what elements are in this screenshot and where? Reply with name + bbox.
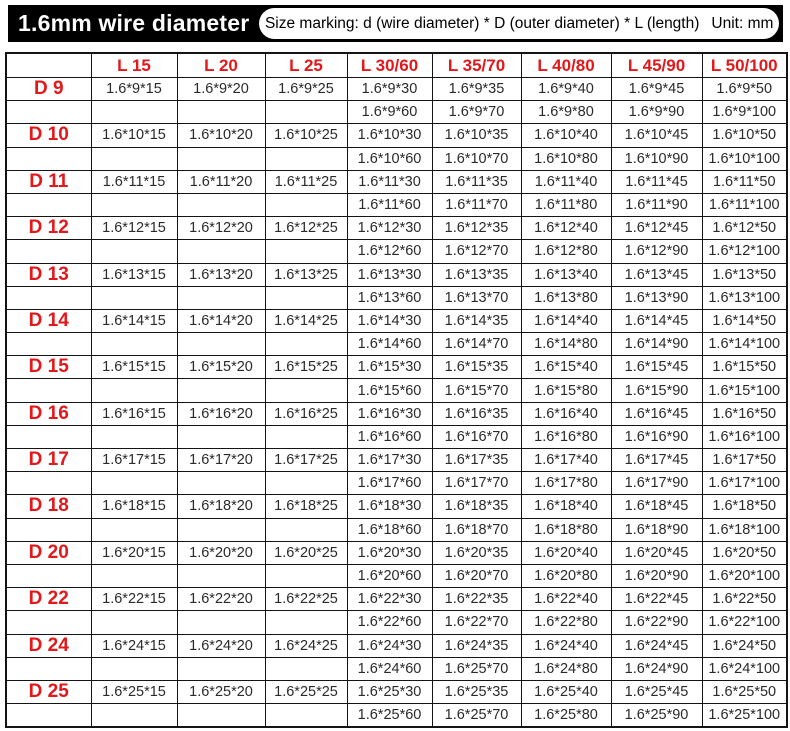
size-cell: 1.6*18*60: [347, 518, 432, 541]
size-cell: 1.6*15*40: [521, 356, 611, 379]
row-label: D 24: [6, 634, 91, 657]
size-cell: [177, 286, 265, 309]
size-cell: 1.6*17*40: [521, 449, 611, 472]
size-cell: 1.6*11*45: [611, 170, 702, 193]
size-cell: 1.6*24*90: [611, 657, 702, 680]
size-cell: 1.6*14*80: [521, 333, 611, 356]
size-cell: 1.6*17*15: [91, 449, 177, 472]
table-row: [6, 449, 787, 472]
column-header: L 35/70: [432, 53, 521, 78]
size-cell: [177, 101, 265, 124]
size-cell: [177, 147, 265, 170]
size-cell: 1.6*24*40: [521, 634, 611, 657]
size-cell: [265, 286, 347, 309]
row-label: [6, 472, 91, 495]
size-cell: 1.6*16*35: [432, 402, 521, 425]
size-cell: 1.6*11*30: [347, 170, 432, 193]
size-cell: 1.6*15*20: [177, 356, 265, 379]
size-cell: 1.6*20*25: [265, 541, 347, 564]
row-label: D 22: [6, 588, 91, 611]
size-cell: 1.6*24*15: [91, 634, 177, 657]
size-cell: [91, 472, 177, 495]
size-cell: [91, 564, 177, 587]
size-cell: 1.6*10*70: [432, 147, 521, 170]
table-row: [6, 564, 787, 587]
size-cell: 1.6*14*25: [265, 309, 347, 332]
column-header: L 25: [265, 53, 347, 78]
size-cell: 1.6*17*30: [347, 449, 432, 472]
column-header: L 20: [177, 53, 265, 78]
size-cell: [265, 101, 347, 124]
size-cell: 1.6*17*20: [177, 449, 265, 472]
size-cell: [265, 147, 347, 170]
row-label: D 20: [6, 541, 91, 564]
size-cell: 1.6*22*20: [177, 588, 265, 611]
size-cell: 1.6*11*70: [432, 193, 521, 216]
size-cell: 1.6*10*100: [702, 147, 787, 170]
table-row: [6, 124, 787, 147]
size-cell: [91, 657, 177, 680]
size-cell: 1.6*12*50: [702, 217, 787, 240]
size-cell: 1.6*11*80: [521, 193, 611, 216]
size-cell: 1.6*16*50: [702, 402, 787, 425]
size-cell: 1.6*20*35: [432, 541, 521, 564]
table-row: [6, 170, 787, 193]
size-cell: 1.6*17*50: [702, 449, 787, 472]
size-cell: 1.6*16*80: [521, 425, 611, 448]
size-cell: 1.6*20*60: [347, 564, 432, 587]
table-row: [6, 333, 787, 356]
size-cell: 1.6*25*25: [265, 680, 347, 703]
size-cell: 1.6*10*15: [91, 124, 177, 147]
size-cell: 1.6*20*100: [702, 564, 787, 587]
table-row: [6, 263, 787, 286]
size-cell: 1.6*11*40: [521, 170, 611, 193]
size-cell: 1.6*10*50: [702, 124, 787, 147]
size-cell: 1.6*14*100: [702, 333, 787, 356]
size-cell: 1.6*24*20: [177, 634, 265, 657]
size-cell: 1.6*9*25: [265, 78, 347, 101]
size-cell: 1.6*17*100: [702, 472, 787, 495]
size-cell: 1.6*16*45: [611, 402, 702, 425]
row-label: D 16: [6, 402, 91, 425]
size-cell: 1.6*9*35: [432, 78, 521, 101]
table-row: [6, 611, 787, 634]
row-label: [6, 193, 91, 216]
table-row: [6, 379, 787, 402]
size-cell: 1.6*10*35: [432, 124, 521, 147]
size-cell: [265, 240, 347, 263]
size-cell: 1.6*14*60: [347, 333, 432, 356]
size-cell: 1.6*9*50: [702, 78, 787, 101]
size-cell: 1.6*25*30: [347, 680, 432, 703]
row-label: [6, 147, 91, 170]
size-cell: 1.6*24*60: [347, 657, 432, 680]
size-cell: 1.6*13*20: [177, 263, 265, 286]
size-cell: [91, 379, 177, 402]
size-cell: [91, 286, 177, 309]
size-cell: 1.6*13*90: [611, 286, 702, 309]
column-header: L 15: [91, 53, 177, 78]
size-cell: 1.6*14*20: [177, 309, 265, 332]
row-label: [6, 611, 91, 634]
size-cell: [177, 333, 265, 356]
size-cell: 1.6*16*40: [521, 402, 611, 425]
size-cell: 1.6*20*70: [432, 564, 521, 587]
title-bar: [8, 5, 783, 42]
size-cell: 1.6*12*15: [91, 217, 177, 240]
size-cell: 1.6*25*40: [521, 680, 611, 703]
size-cell: 1.6*18*100: [702, 518, 787, 541]
size-cell: 1.6*20*45: [611, 541, 702, 564]
page-title: 1.6mm wire diameter: [18, 10, 250, 36]
size-cell: 1.6*20*50: [702, 541, 787, 564]
size-cell: 1.6*15*35: [432, 356, 521, 379]
table-row: [6, 78, 787, 101]
unit-text: Unit: mm: [711, 14, 774, 32]
table-row: [6, 309, 787, 332]
size-cell: 1.6*20*90: [611, 564, 702, 587]
table-row: [6, 541, 787, 564]
size-cell: [91, 611, 177, 634]
size-cell: 1.6*9*20: [177, 78, 265, 101]
size-cell: 1.6*13*60: [347, 286, 432, 309]
size-cell: 1.6*15*25: [265, 356, 347, 379]
corner-cell: [6, 53, 91, 78]
size-cell: 1.6*25*70: [432, 657, 521, 680]
size-cell: 1.6*10*90: [611, 147, 702, 170]
size-cell: 1.6*20*80: [521, 564, 611, 587]
size-cell: 1.6*16*90: [611, 425, 702, 448]
size-cell: 1.6*10*60: [347, 147, 432, 170]
size-cell: 1.6*15*45: [611, 356, 702, 379]
size-cell: 1.6*15*15: [91, 356, 177, 379]
size-cell: [265, 704, 347, 728]
size-cell: 1.6*9*30: [347, 78, 432, 101]
table-row: [6, 495, 787, 518]
size-cell: 1.6*18*30: [347, 495, 432, 518]
table-row: [6, 147, 787, 170]
size-cell: 1.6*13*80: [521, 286, 611, 309]
size-cell: 1.6*25*80: [521, 704, 611, 728]
size-cell: 1.6*15*50: [702, 356, 787, 379]
size-cell: 1.6*13*30: [347, 263, 432, 286]
row-label: D 10: [6, 124, 91, 147]
table-row: [6, 634, 787, 657]
table-row: [6, 425, 787, 448]
size-cell: 1.6*22*60: [347, 611, 432, 634]
row-label: D 13: [6, 263, 91, 286]
column-header: L 30/60: [347, 53, 432, 78]
size-cell: 1.6*22*35: [432, 588, 521, 611]
size-cell: 1.6*20*40: [521, 541, 611, 564]
size-cell: 1.6*25*50: [702, 680, 787, 703]
size-cell: 1.6*12*35: [432, 217, 521, 240]
size-cell: 1.6*22*45: [611, 588, 702, 611]
size-cell: 1.6*16*25: [265, 402, 347, 425]
size-cell: 1.6*16*15: [91, 402, 177, 425]
size-cell: 1.6*15*70: [432, 379, 521, 402]
size-cell: 1.6*13*45: [611, 263, 702, 286]
row-label: D 9: [6, 78, 91, 101]
size-cell: 1.6*11*35: [432, 170, 521, 193]
size-cell: 1.6*24*45: [611, 634, 702, 657]
size-cell: 1.6*24*25: [265, 634, 347, 657]
size-cell: 1.6*9*100: [702, 101, 787, 124]
size-cell: 1.6*10*40: [521, 124, 611, 147]
header-row: [6, 53, 787, 78]
size-marking-pill: [259, 8, 779, 39]
size-cell: [265, 657, 347, 680]
size-cell: 1.6*24*30: [347, 634, 432, 657]
size-cell: 1.6*16*70: [432, 425, 521, 448]
row-label: [6, 379, 91, 402]
size-cell: 1.6*11*90: [611, 193, 702, 216]
size-cell: 1.6*16*20: [177, 402, 265, 425]
size-cell: 1.6*17*35: [432, 449, 521, 472]
size-cell: 1.6*15*90: [611, 379, 702, 402]
size-cell: 1.6*17*60: [347, 472, 432, 495]
size-cell: 1.6*12*25: [265, 217, 347, 240]
row-label: [6, 518, 91, 541]
size-cell: 1.6*14*30: [347, 309, 432, 332]
size-cell: 1.6*17*25: [265, 449, 347, 472]
size-cell: [265, 518, 347, 541]
size-cell: [91, 518, 177, 541]
size-cell: 1.6*12*40: [521, 217, 611, 240]
size-cell: [265, 193, 347, 216]
size-cell: 1.6*25*60: [347, 704, 432, 728]
size-cell: 1.6*15*100: [702, 379, 787, 402]
size-cell: 1.6*9*90: [611, 101, 702, 124]
size-cell: 1.6*18*15: [91, 495, 177, 518]
size-cell: [265, 333, 347, 356]
size-cell: 1.6*15*60: [347, 379, 432, 402]
column-header: L 45/90: [611, 53, 702, 78]
size-cell: 1.6*9*45: [611, 78, 702, 101]
size-cell: [265, 472, 347, 495]
table-row: [6, 704, 787, 728]
size-cell: 1.6*10*25: [265, 124, 347, 147]
size-cell: 1.6*18*90: [611, 518, 702, 541]
size-cell: 1.6*11*20: [177, 170, 265, 193]
row-label: D 25: [6, 680, 91, 703]
size-cell: 1.6*22*70: [432, 611, 521, 634]
table-row: [6, 286, 787, 309]
column-header: L 50/100: [702, 53, 787, 78]
row-label: D 12: [6, 217, 91, 240]
size-cell: 1.6*18*35: [432, 495, 521, 518]
size-cell: 1.6*14*40: [521, 309, 611, 332]
size-cell: 1.6*12*30: [347, 217, 432, 240]
size-cell: 1.6*18*80: [521, 518, 611, 541]
size-cell: 1.6*11*15: [91, 170, 177, 193]
size-cell: 1.6*20*20: [177, 541, 265, 564]
size-cell: 1.6*11*100: [702, 193, 787, 216]
size-cell: [91, 101, 177, 124]
size-cell: 1.6*18*25: [265, 495, 347, 518]
size-cell: 1.6*17*70: [432, 472, 521, 495]
size-cell: [265, 425, 347, 448]
table-row: [6, 217, 787, 240]
size-cell: [91, 704, 177, 728]
size-cell: 1.6*10*20: [177, 124, 265, 147]
table-row: [6, 402, 787, 425]
size-cell: 1.6*25*20: [177, 680, 265, 703]
size-cell: 1.6*14*50: [702, 309, 787, 332]
row-label: [6, 101, 91, 124]
size-cell: 1.6*10*30: [347, 124, 432, 147]
size-cell: [177, 379, 265, 402]
size-cell: 1.6*12*90: [611, 240, 702, 263]
table-row: [6, 657, 787, 680]
size-cell: 1.6*15*30: [347, 356, 432, 379]
size-cell: 1.6*12*80: [521, 240, 611, 263]
table-row: [6, 240, 787, 263]
size-cell: [177, 704, 265, 728]
size-cell: 1.6*18*20: [177, 495, 265, 518]
row-label: [6, 286, 91, 309]
size-cell: 1.6*14*35: [432, 309, 521, 332]
size-cell: 1.6*18*40: [521, 495, 611, 518]
size-cell: 1.6*15*80: [521, 379, 611, 402]
size-cell: 1.6*25*35: [432, 680, 521, 703]
size-cell: 1.6*22*100: [702, 611, 787, 634]
size-cell: [91, 147, 177, 170]
table-body: [6, 78, 787, 728]
size-marking-text: Size marking: d (wire diameter) * D (outer diameter) * L (length): [264, 14, 700, 32]
size-cell: 1.6*13*50: [702, 263, 787, 286]
size-cell: 1.6*18*50: [702, 495, 787, 518]
size-cell: [91, 240, 177, 263]
size-cell: 1.6*17*80: [521, 472, 611, 495]
size-cell: 1.6*17*45: [611, 449, 702, 472]
size-cell: 1.6*14*45: [611, 309, 702, 332]
size-cell: 1.6*22*80: [521, 611, 611, 634]
size-cell: 1.6*9*80: [521, 101, 611, 124]
size-cell: [177, 425, 265, 448]
size-cell: 1.6*10*45: [611, 124, 702, 147]
table-row: [6, 588, 787, 611]
size-cell: [265, 564, 347, 587]
row-label: D 11: [6, 170, 91, 193]
size-cell: 1.6*13*15: [91, 263, 177, 286]
size-cell: 1.6*14*15: [91, 309, 177, 332]
size-cell: 1.6*24*80: [521, 657, 611, 680]
size-cell: 1.6*25*90: [611, 704, 702, 728]
size-cell: 1.6*25*15: [91, 680, 177, 703]
size-cell: 1.6*25*70: [432, 704, 521, 728]
size-cell: [91, 333, 177, 356]
table-row: [6, 518, 787, 541]
size-cell: 1.6*13*70: [432, 286, 521, 309]
size-cell: 1.6*11*50: [702, 170, 787, 193]
size-cell: 1.6*13*100: [702, 286, 787, 309]
size-cell: 1.6*18*45: [611, 495, 702, 518]
size-cell: 1.6*16*60: [347, 425, 432, 448]
size-cell: 1.6*24*35: [432, 634, 521, 657]
size-cell: 1.6*9*70: [432, 101, 521, 124]
size-cell: 1.6*9*15: [91, 78, 177, 101]
size-cell: 1.6*22*15: [91, 588, 177, 611]
size-cell: [177, 611, 265, 634]
size-cell: 1.6*13*35: [432, 263, 521, 286]
size-cell: 1.6*12*45: [611, 217, 702, 240]
size-cell: 1.6*22*30: [347, 588, 432, 611]
size-cell: 1.6*18*70: [432, 518, 521, 541]
table-row: [6, 193, 787, 216]
size-cell: 1.6*22*25: [265, 588, 347, 611]
size-cell: 1.6*17*90: [611, 472, 702, 495]
size-cell: [265, 379, 347, 402]
row-label: [6, 333, 91, 356]
size-cell: 1.6*10*80: [521, 147, 611, 170]
size-cell: 1.6*9*40: [521, 78, 611, 101]
size-cell: 1.6*12*20: [177, 217, 265, 240]
size-cell: 1.6*25*45: [611, 680, 702, 703]
size-cell: 1.6*16*30: [347, 402, 432, 425]
size-cell: 1.6*11*60: [347, 193, 432, 216]
table-row: [6, 472, 787, 495]
size-cell: 1.6*13*25: [265, 263, 347, 286]
size-cell: [177, 472, 265, 495]
table-row: [6, 356, 787, 379]
size-cell: 1.6*22*40: [521, 588, 611, 611]
size-cell: [177, 564, 265, 587]
row-label: D 14: [6, 309, 91, 332]
size-cell: 1.6*22*90: [611, 611, 702, 634]
size-cell: 1.6*25*100: [702, 704, 787, 728]
size-cell: [177, 518, 265, 541]
column-header: L 40/80: [521, 53, 611, 78]
size-cell: [91, 193, 177, 216]
size-cell: 1.6*24*100: [702, 657, 787, 680]
size-cell: 1.6*12*70: [432, 240, 521, 263]
row-label: D 17: [6, 449, 91, 472]
size-cell: 1.6*14*70: [432, 333, 521, 356]
table-row: [6, 680, 787, 703]
spec-table: [5, 52, 788, 728]
row-label: [6, 704, 91, 728]
row-label: [6, 240, 91, 263]
size-cell: 1.6*9*60: [347, 101, 432, 124]
size-cell: [177, 193, 265, 216]
row-label: [6, 564, 91, 587]
size-cell: 1.6*20*30: [347, 541, 432, 564]
size-cell: [177, 657, 265, 680]
size-cell: 1.6*24*50: [702, 634, 787, 657]
size-cell: 1.6*12*60: [347, 240, 432, 263]
row-label: [6, 425, 91, 448]
size-cell: [177, 240, 265, 263]
size-cell: 1.6*12*100: [702, 240, 787, 263]
row-label: D 15: [6, 356, 91, 379]
size-cell: 1.6*20*15: [91, 541, 177, 564]
size-cell: [265, 611, 347, 634]
row-label: D 18: [6, 495, 91, 518]
size-cell: [91, 425, 177, 448]
row-label: [6, 657, 91, 680]
table-row: [6, 101, 787, 124]
size-cell: 1.6*22*50: [702, 588, 787, 611]
size-cell: 1.6*16*100: [702, 425, 787, 448]
size-cell: 1.6*11*25: [265, 170, 347, 193]
size-cell: 1.6*13*40: [521, 263, 611, 286]
size-cell: 1.6*14*90: [611, 333, 702, 356]
